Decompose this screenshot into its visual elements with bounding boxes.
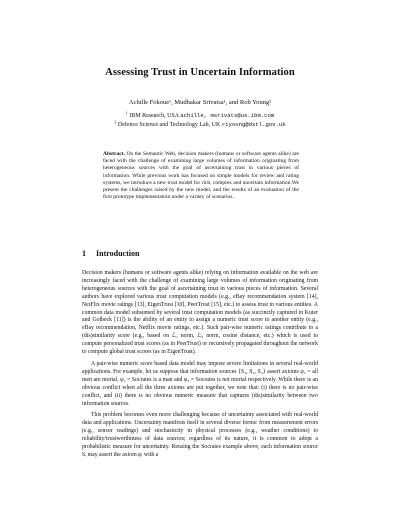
affiliation-mark: 1 — [125, 110, 128, 116]
affiliation-name: Defence Science and Technology Lab, UK — [117, 122, 221, 128]
affiliation-email[interactable]: achille, msrivats@us.ibm.com — [180, 112, 275, 119]
abstract-text: On the Semantic Web, decision makers (humans or software agents alike) are faced with the challenge of examining large volumes of information originating from heterogeneous sources with the goal of ascertaining trust in various pieces of information. While previous work has focused on simple models for review and rating systems, we introduce a new trust model for rich, complex and uncertain information.We present the challenges raised by the new model, and the results of an evaluation of the first prototype implementation under a variety of scenarios. — [103, 151, 299, 201]
paragraph: Decision makers (humans or software agents alike) relying on information available on the web are increasingly faced with the challenge of examining large volumes of information originating from heterogeneous sources with the goal of ascertaining trust in various pieces of information. Several authors have explored various trust computation models (e.g., eBay recommendation system [14], NetFlix movie ratings [13], EigenTrust [10], PeerTrust [15], etc.) to assess trust in various entities. A common data model subsumed by several trust computation models (as succinctly captured in Kuter and Golbeck [11]) is the ability of an entity to assign a numeric trust score to another entity (e.g., eBay recommendation, Netflix movie ratings, etc.). Such pair-wise numeric ratings contribute to a (dis)similarity score (e.g., based on ℒ₁ norm, ℒ₂ norm, cosine distance, etc.) which is used to compute personalized trust scores (as in PeerTrust) or recursively propagated throughout the network to compute global trust scores (as in EigenTrust). — [82, 270, 318, 356]
affiliation-mark: 2 — [114, 119, 117, 125]
affiliation-1 — [0, 112, 400, 120]
section-title: Introduction — [96, 249, 140, 258]
author-list: Achille Fokoue¹, Mudhakar Srivatsa¹, and Rob Young² — [128, 99, 272, 106]
section-number: 1 — [82, 249, 86, 258]
affiliation-2 — [0, 121, 400, 129]
abstract-label: Abstract. — [103, 151, 125, 157]
section-body — [82, 270, 318, 464]
paragraph: This problem becomes even more challenging because of uncertainty associated with real-world data and applications. Uncertainty manifests itself in several diverse forms: from measurement errors (e.g., sensor readings) and stochasticity in physical processes (e.g., weather conditions) to reliability/trustworthiness of data sources; regardless of its nature, it is common to adopt a probabilistic measure for uncertainty. Reusing the Socrates example above, each information source Sᵢ may assert the axiom φᵢ with a — [82, 412, 318, 458]
abstract — [103, 151, 299, 201]
affiliation-email[interactable]: riyoung@dstl.gov.uk — [221, 121, 286, 128]
paragraph: A pair-wise numeric score based data model may impose severe limitations in several real-world applications. For example, let us suppose that information sources {S₁, S₂, S₃} assert axioms φ₁ = all men are mortal, φ₂ = Socrates is a man and φ₃ = Socrates is not mortal respectively. While there is an obvious conflict when all the three axioms are put together, we note that: (i) there is no pair-wise conflict, and (ii) there is no obvious numeric measure that captures (dis)similarity between two information sources. — [82, 360, 318, 407]
paper-title: Assessing Trust in Uncertain Information — [105, 67, 295, 78]
affiliation-name: IBM Research, USA — [129, 113, 179, 119]
section-heading — [82, 249, 139, 258]
